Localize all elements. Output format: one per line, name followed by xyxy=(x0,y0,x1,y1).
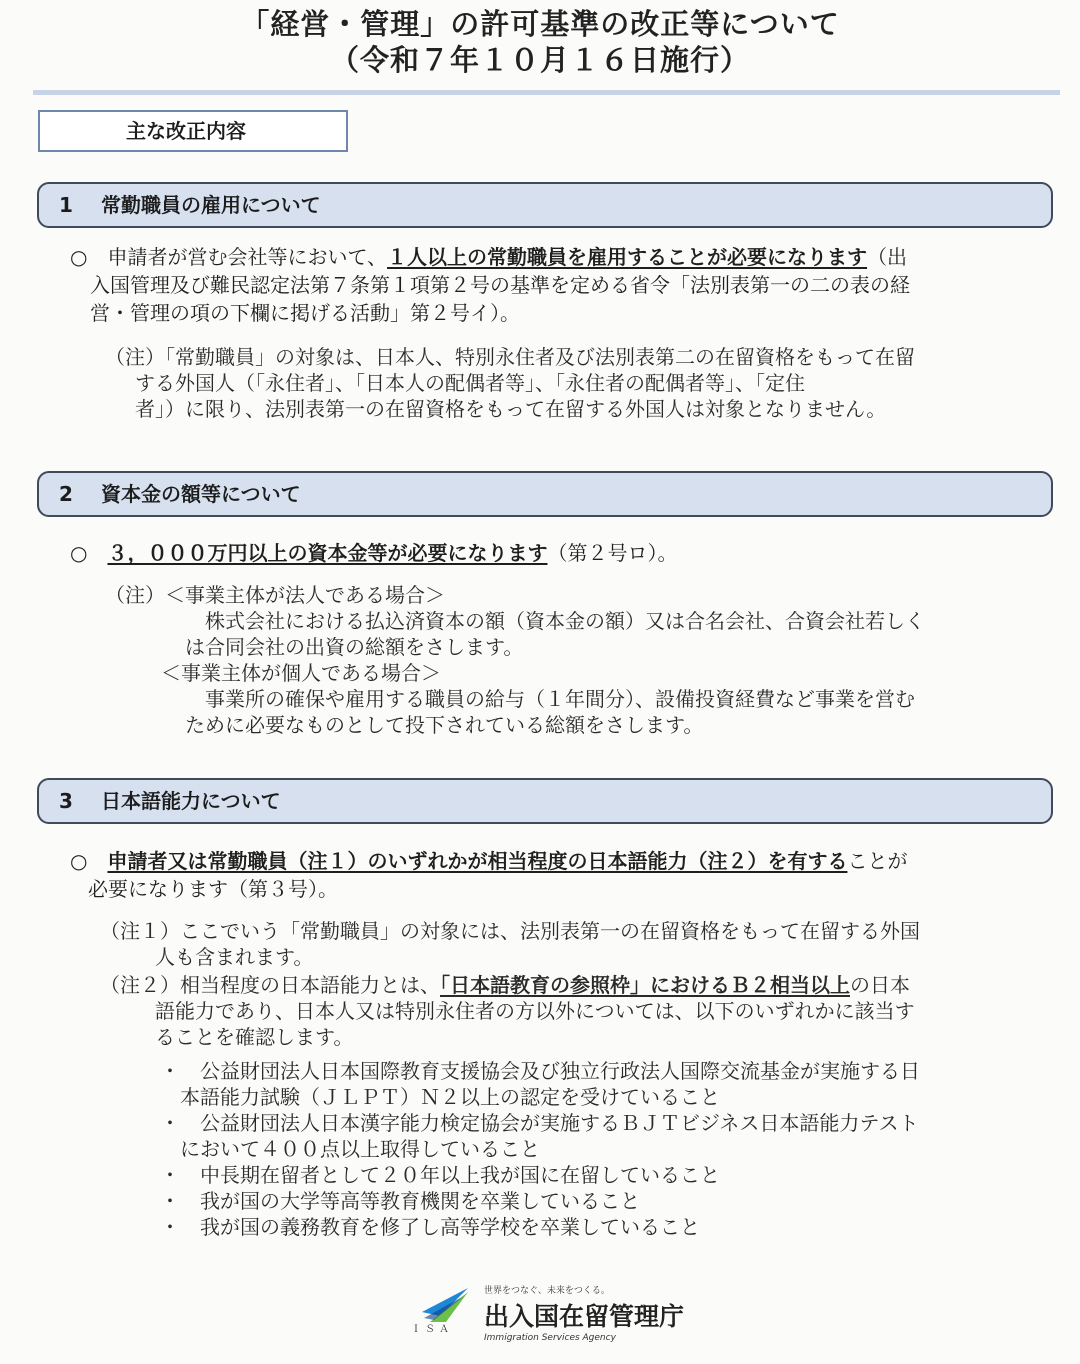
s3-note2-c: ることを確認します。 xyxy=(155,1025,354,1049)
agency-slogan: 世界をつなぐ、未来をつくる。 xyxy=(484,1286,610,1296)
s1-paragraph xyxy=(70,243,1050,327)
s3-item5: 我が国の義務教育を修了し高等学校を卒業していること xyxy=(200,1215,700,1239)
s3-bold-text: 申請者又は常勤職員（注１）のいずれかが相当程度の日本語能力（注２）を有する xyxy=(107,849,848,873)
s1-bold-text: １人以上の常勤職員を雇用することが必要になります xyxy=(387,245,868,269)
section-2-title: 資本金の額等について xyxy=(101,482,301,506)
agency-name-en: Immigration Services Agency xyxy=(484,1333,616,1343)
bullet-dot: ・ xyxy=(160,1215,180,1239)
s3-list-item-2 xyxy=(160,1110,920,1136)
s2-bold-text: ３，０００万円以上の資本金等が必要になります xyxy=(107,541,548,565)
s2-note-n1: 株式会社における払込済資本の額（資本金の額）又は合名会社、合資会社若しく xyxy=(205,609,925,633)
s2-note-n3: ＜事業主体が個人である場合＞ xyxy=(161,661,441,685)
s3-list-item-4 xyxy=(160,1188,920,1214)
section-1-title: 常勤職員の雇用について xyxy=(101,193,321,217)
s3-note2-bold: 「日本語教育の参照枠」におけるＢ２相当以上 xyxy=(440,973,850,997)
title-rule xyxy=(33,90,1060,95)
s3-bullet-circle: ○ xyxy=(70,849,88,873)
section-2-number: 2 xyxy=(59,482,73,506)
section-3-number: 3 xyxy=(59,789,73,813)
s3-list-item-3 xyxy=(160,1162,920,1188)
section-1-header xyxy=(37,182,1053,228)
bullet-dot: ・ xyxy=(160,1059,180,1083)
s2-note xyxy=(105,582,925,738)
section-3-header xyxy=(37,778,1053,824)
s2-tail: （第２号ロ）。 xyxy=(547,541,678,565)
main-changes-box: 主な改正内容 xyxy=(38,110,348,152)
s2-note-n4: 事業所の確保や雇用する職員の給与（１年間分）、設備投資経費など事業を営む xyxy=(205,687,915,711)
s3-bullet-list xyxy=(160,1058,920,1240)
s1-note-line1: （注）「常勤職員」の対象は、日本人、特別永住者及び法別表第二の在留資格をもって在留 xyxy=(105,345,915,369)
doc-title-line2: （令和７年１０月１６日施行） xyxy=(329,43,750,77)
s3-item1-b: 本語能力試験（ＪＬＰＴ）Ｎ２以上の認定を受けていること xyxy=(180,1085,720,1109)
isa-wordmark: ＩＳＡ xyxy=(411,1324,453,1335)
s1-note-line2: する外国人（「永住者」、「日本人の配偶者等」、「永住者の配偶者等」、「定住 xyxy=(135,371,805,395)
s3-note1-b: 人も含まれます。 xyxy=(155,945,314,969)
s2-note-head: （注）＜事業主体が法人である場合＞ xyxy=(105,583,445,607)
bullet-dot: ・ xyxy=(160,1189,180,1213)
s1-note xyxy=(105,344,915,422)
s3-list-item-1 xyxy=(160,1058,920,1084)
s3-paragraph xyxy=(70,847,907,903)
section-1-number: 1 xyxy=(59,193,73,217)
bullet-dot: ・ xyxy=(160,1111,180,1135)
s3-item4: 我が国の大学等高等教育機関を卒業していること xyxy=(200,1189,640,1213)
agency-name: 出入国在留管理庁 xyxy=(484,1302,685,1331)
s2-note-n2: は合同会社の出資の総額をさします。 xyxy=(185,635,524,659)
s3-notes xyxy=(100,918,920,1050)
s1-line2: 入国管理及び難民認定法第７条第１項第２号の基準を定める省令「法別表第一の二の表の経 xyxy=(90,273,910,297)
agency-block xyxy=(484,1283,684,1343)
s3-note1-a: （注１）ここでいう「常勤職員」の対象には、法別表第一の在留資格をもって在留する外国 xyxy=(100,919,920,943)
s3-line2: 必要になります（第３号）。 xyxy=(88,877,338,901)
s3-item3: 中長期在留者として２０年以上我が国に在留していること xyxy=(200,1163,720,1187)
s2-paragraph xyxy=(70,539,677,567)
s1-note-line3: 者」）に限り、法別表第一の在留資格をもって在留する外国人は対象となりません。 xyxy=(135,397,887,421)
s1-tail: （出 xyxy=(867,245,908,269)
s3-note2-pre: （注２）相当程度の日本語能力とは、 xyxy=(100,973,440,997)
s3-item1-a: 公益財団法人日本国際教育支援協会及び独立行政法人国際交流基金が実施する日 xyxy=(200,1059,920,1083)
s3-list-item-5 xyxy=(160,1214,920,1240)
s1-bullet-circle: ○ xyxy=(70,245,88,269)
s2-note-n5: ために必要なものとして投下されている総額をさします。 xyxy=(185,713,704,737)
bullet-dot: ・ xyxy=(160,1163,180,1187)
s3-tail: ことが xyxy=(847,849,908,873)
section-3-title: 日本語能力について xyxy=(101,789,281,813)
s1-lead: 申請者が営む会社等において、 xyxy=(107,245,388,269)
s3-item2-b: において４００点以上取得していること xyxy=(180,1137,540,1161)
section-2-header xyxy=(37,471,1053,517)
doc-title-line1: 「経営・管理」の許可基準の改正等について xyxy=(240,7,840,41)
s3-item2-a: 公益財団法人日本漢字能力検定協会が実施するＢＪＴビジネス日本語能力テスト xyxy=(200,1111,919,1135)
s2-bullet-circle: ○ xyxy=(70,541,88,565)
s1-line3: 営・管理の項の下欄に掲げる活動」第２号イ）。 xyxy=(90,301,520,325)
s3-note2-post: の日本 xyxy=(850,973,910,997)
s3-note2-b: 語能力であり、日本人又は特別永住者の方以外については、以下のいずれかに該当す xyxy=(155,999,915,1023)
